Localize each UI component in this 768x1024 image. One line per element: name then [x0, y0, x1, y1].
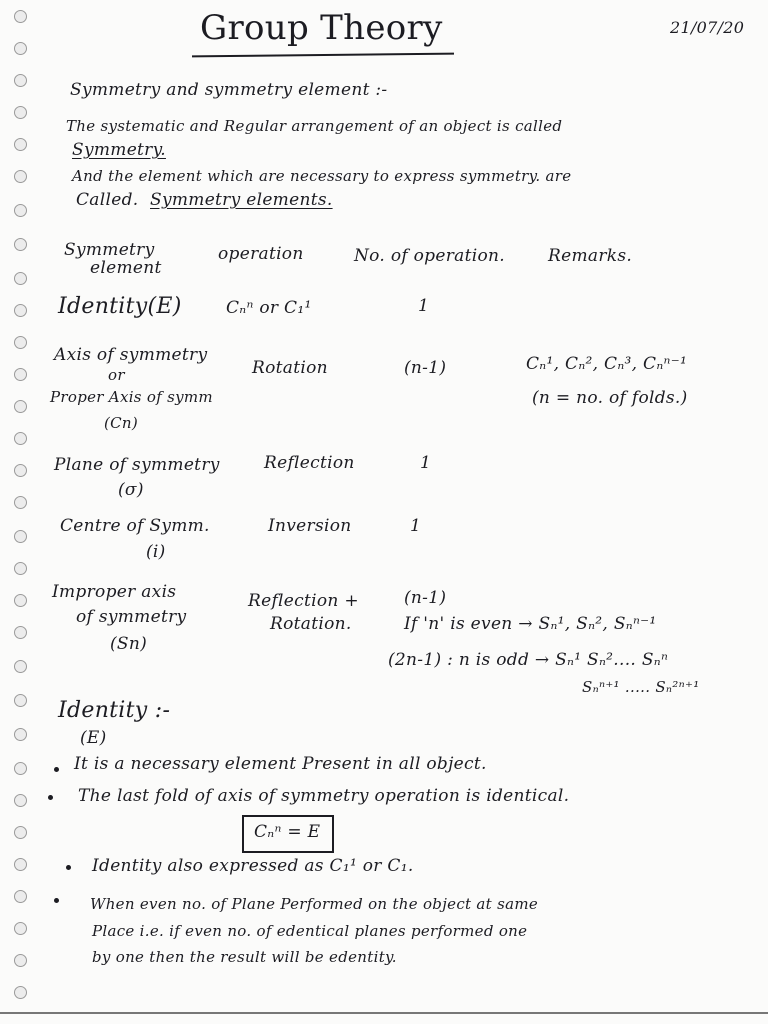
binding-hole: [14, 530, 27, 543]
definition-line: And the element which are necessary to express symmetry. are: [72, 167, 572, 185]
table-cell-count: 1: [420, 453, 432, 473]
definition-term: Symmetry elements.: [150, 190, 333, 210]
table-cell-operation: Inversion: [268, 516, 352, 536]
definition-line: Called.: [76, 190, 139, 210]
bullet-dot: [66, 865, 71, 870]
table-cell-remarks: (n = no. of folds.): [532, 388, 688, 408]
table-cell-operation: Rotation.: [270, 614, 352, 634]
binding-hole: [14, 594, 27, 607]
binding-hole: [14, 10, 27, 23]
column-header-count: No. of operation.: [354, 246, 505, 266]
table-cell-element: (Sn): [110, 634, 148, 654]
table-cell-remarks: Cₙ¹, Cₙ², Cₙ³, Cₙⁿ⁻¹: [526, 354, 688, 374]
table-cell-element: Improper axis: [52, 582, 177, 602]
page-date: 21/07/20: [670, 18, 745, 37]
column-header-element: element: [90, 258, 162, 278]
binding-hole: [14, 954, 27, 967]
page-title: Group Theory: [200, 8, 443, 48]
binding-hole: [14, 890, 27, 903]
binding-hole: [14, 858, 27, 871]
bullet-dot: [54, 767, 59, 772]
binding-hole: [14, 762, 27, 775]
table-cell-operation: Cₙⁿ or C₁¹: [226, 298, 312, 318]
binding-hole: [14, 304, 27, 317]
section-heading-identity: Identity :-: [58, 698, 171, 723]
bullet-dot: [48, 795, 53, 800]
binding-holes: [0, 0, 40, 1024]
binding-hole: [14, 138, 27, 151]
column-header-operation: operation: [218, 244, 304, 264]
table-cell-element: Proper Axis of symm: [50, 388, 213, 406]
binding-hole: [14, 728, 27, 741]
binding-hole: [14, 464, 27, 477]
formula-text: Cₙⁿ = E: [254, 822, 321, 842]
page-edge: [0, 1012, 768, 1014]
column-header-remarks: Remarks.: [548, 246, 633, 266]
binding-hole: [14, 496, 27, 509]
binding-hole: [14, 986, 27, 999]
table-cell-remarks: Sₙⁿ⁺¹ ..... Sₙ²ⁿ⁺¹: [582, 678, 700, 696]
table-cell-element: (i): [146, 542, 166, 562]
binding-hole: [14, 922, 27, 935]
table-cell-element: (Cn): [104, 414, 139, 432]
binding-hole: [14, 74, 27, 87]
bullet-dot: [54, 898, 59, 903]
binding-hole: [14, 826, 27, 839]
binding-hole: [14, 336, 27, 349]
table-cell-element: or: [108, 366, 125, 384]
table-cell-operation: Rotation: [252, 358, 328, 378]
table-cell-element: Centre of Symm.: [60, 516, 210, 536]
table-cell-remarks: (2n-1) : n is odd → Sₙ¹ Sₙ².... Sₙⁿ: [388, 650, 669, 670]
binding-hole: [14, 170, 27, 183]
bullet-item: Identity also expressed as C₁¹ or C₁.: [92, 856, 414, 876]
binding-hole: [14, 660, 27, 673]
table-cell-count: (n-1): [404, 588, 447, 608]
binding-hole: [14, 272, 27, 285]
table-cell-element: Plane of symmetry: [54, 455, 220, 475]
table-cell-operation: Reflection: [264, 453, 355, 473]
binding-hole: [14, 106, 27, 119]
binding-hole: [14, 238, 27, 251]
binding-hole: [14, 694, 27, 707]
binding-hole: [14, 204, 27, 217]
table-cell-element: of symmetry: [76, 607, 187, 627]
bullet-item-line: Place i.e. if even no. of edentical planes performed one: [92, 922, 528, 940]
column-header-element: Symmetry: [64, 240, 155, 260]
bullet-item: The last fold of axis of symmetry operation is identical.: [78, 786, 570, 806]
table-cell-element: Axis of symmetry: [54, 345, 208, 365]
binding-hole: [14, 432, 27, 445]
identity-symbol: (E): [80, 728, 107, 748]
binding-hole: [14, 794, 27, 807]
table-cell-count: 1: [410, 516, 422, 536]
bullet-item: It is a necessary element Present in all object.: [74, 754, 487, 774]
table-cell-remarks: If 'n' is even → Sₙ¹, Sₙ², Sₙⁿ⁻¹: [404, 614, 657, 634]
table-cell-element: Identity(E): [58, 294, 182, 319]
title-underline: [192, 53, 454, 58]
definition-line: The systematic and Regular arrangement of an object is called: [66, 117, 563, 135]
definition-term: Symmetry.: [72, 140, 166, 160]
table-cell-element: (σ): [118, 480, 144, 500]
binding-hole: [14, 626, 27, 639]
bullet-item-line: When even no. of Plane Performed on the object at same: [90, 895, 539, 913]
table-cell-count: (n-1): [404, 358, 447, 378]
table-cell-operation: Reflection +: [248, 591, 359, 611]
bullet-item-line: by one then the result will be edentity.: [92, 948, 397, 966]
binding-hole: [14, 562, 27, 575]
binding-hole: [14, 400, 27, 413]
table-cell-count: 1: [418, 296, 430, 316]
section-heading-symmetry: Symmetry and symmetry element :-: [70, 80, 388, 100]
binding-hole: [14, 368, 27, 381]
binding-hole: [14, 42, 27, 55]
